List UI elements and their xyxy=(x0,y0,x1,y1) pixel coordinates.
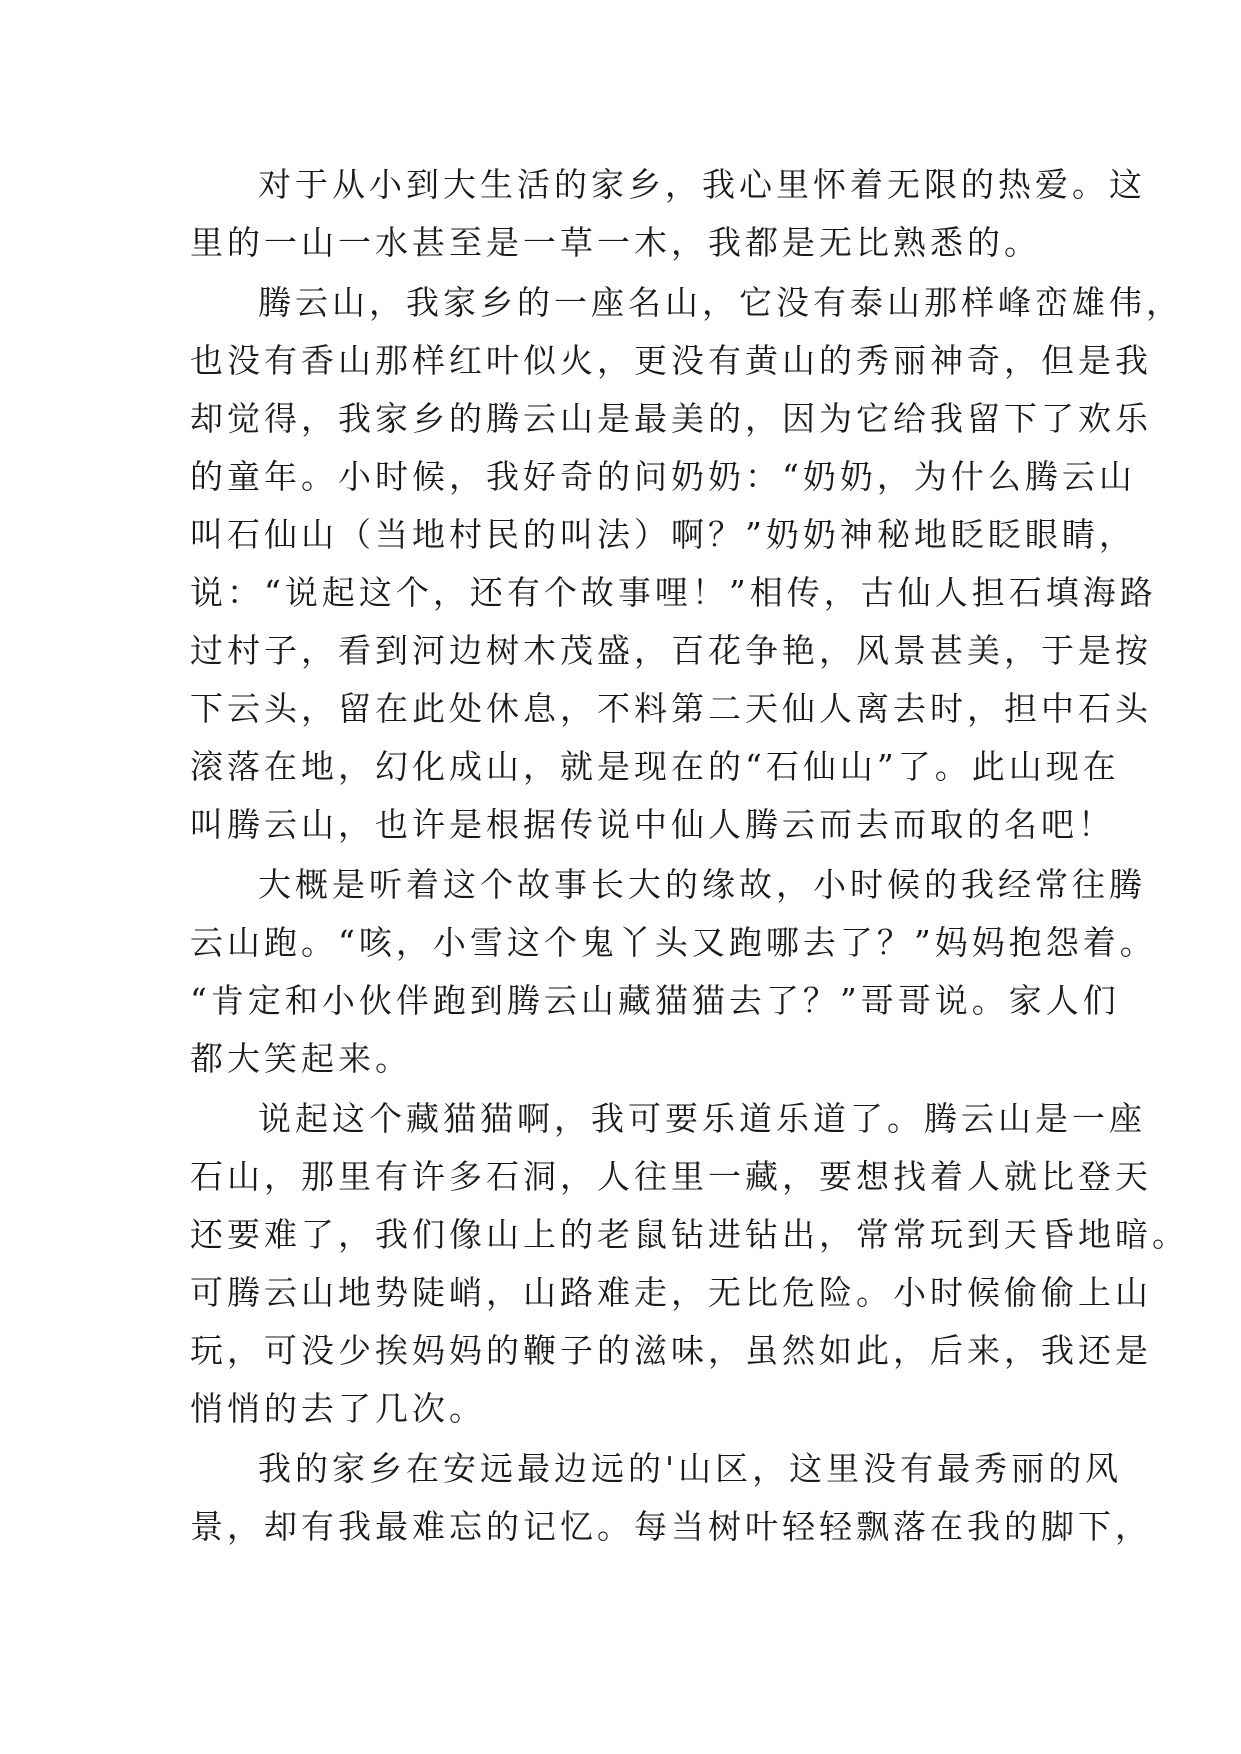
paragraph-line: 玩，可没少挨妈妈的鞭子的滋味，虽然如此，后来，我还是 xyxy=(190,1331,1152,1370)
paragraph-line: 我的家乡在安远最边远的'山区，这里没有最秀丽的风 xyxy=(258,1449,1123,1488)
paragraph-line: 腾云山，我家乡的一座名山，它没有泰山那样峰峦雄伟， xyxy=(258,283,1183,322)
paragraph-line: 叫石仙山（当地村民的叫法）啊？”奶奶神秘地眨眨眼睛， xyxy=(190,515,1136,554)
paragraph-line: 滚落在地，幻化成山，就是现在的“石仙山”了。此山现在 xyxy=(190,747,1120,786)
paragraph-line: 大概是听着这个故事长大的缘故，小时候的我经常往腾 xyxy=(258,865,1146,904)
paragraph-line: 却觉得，我家乡的腾云山是最美的，因为它给我留下了欢乐 xyxy=(190,399,1152,438)
paragraph-line: 对于从小到大生活的家乡，我心里怀着无限的热爱。这 xyxy=(258,165,1146,204)
paragraph-line: 也没有香山那样红叶似火，更没有黄山的秀丽神奇，但是我 xyxy=(190,341,1152,380)
paragraph-line: 云山跑。“咳，小雪这个鬼丫头又跑哪去了？”妈妈抱怨着。 xyxy=(190,923,1157,962)
paragraph-line: 石山，那里有许多石洞，人往里一藏，要想找着人就比登天 xyxy=(190,1157,1152,1196)
paragraph-line: 说起这个藏猫猫啊，我可要乐道乐道了。腾云山是一座 xyxy=(258,1099,1146,1138)
paragraph-line: “肯定和小伙伴跑到腾云山藏猫猫去了？”哥哥说。家人们 xyxy=(190,981,1120,1020)
paragraph-line: 可腾云山地势陡峭，山路难走，无比危险。小时候偷偷上山 xyxy=(190,1273,1152,1312)
paragraph-line: 景，却有我最难忘的记忆。每当树叶轻轻飘落在我的脚下， xyxy=(190,1507,1152,1546)
paragraph-line: 叫腾云山，也许是根据传说中仙人腾云而去而取的名吧！ xyxy=(190,805,1115,844)
paragraph-line: 的童年。小时候，我好奇的问奶奶：“奶奶，为什么腾云山 xyxy=(190,457,1136,496)
paragraph-line: 说：“说起这个，还有个故事哩！”相传，古仙人担石填海路 xyxy=(190,573,1157,612)
paragraph-line: 都大笑起来。 xyxy=(190,1039,412,1078)
paragraph-line: 还要难了，我们像山上的老鼠钻进钻出，常常玩到天昏地暗。 xyxy=(190,1215,1189,1254)
paragraph-line: 悄悄的去了几次。 xyxy=(190,1389,486,1428)
paragraph-line: 下云头，留在此处休息，不料第二天仙人离去时，担中石头 xyxy=(190,689,1152,728)
paragraph-line: 里的一山一水甚至是一草一木，我都是无比熟悉的。 xyxy=(190,223,1041,262)
paragraph-line: 过村子，看到河边树木茂盛，百花争艳，风景甚美，于是按 xyxy=(190,631,1152,670)
